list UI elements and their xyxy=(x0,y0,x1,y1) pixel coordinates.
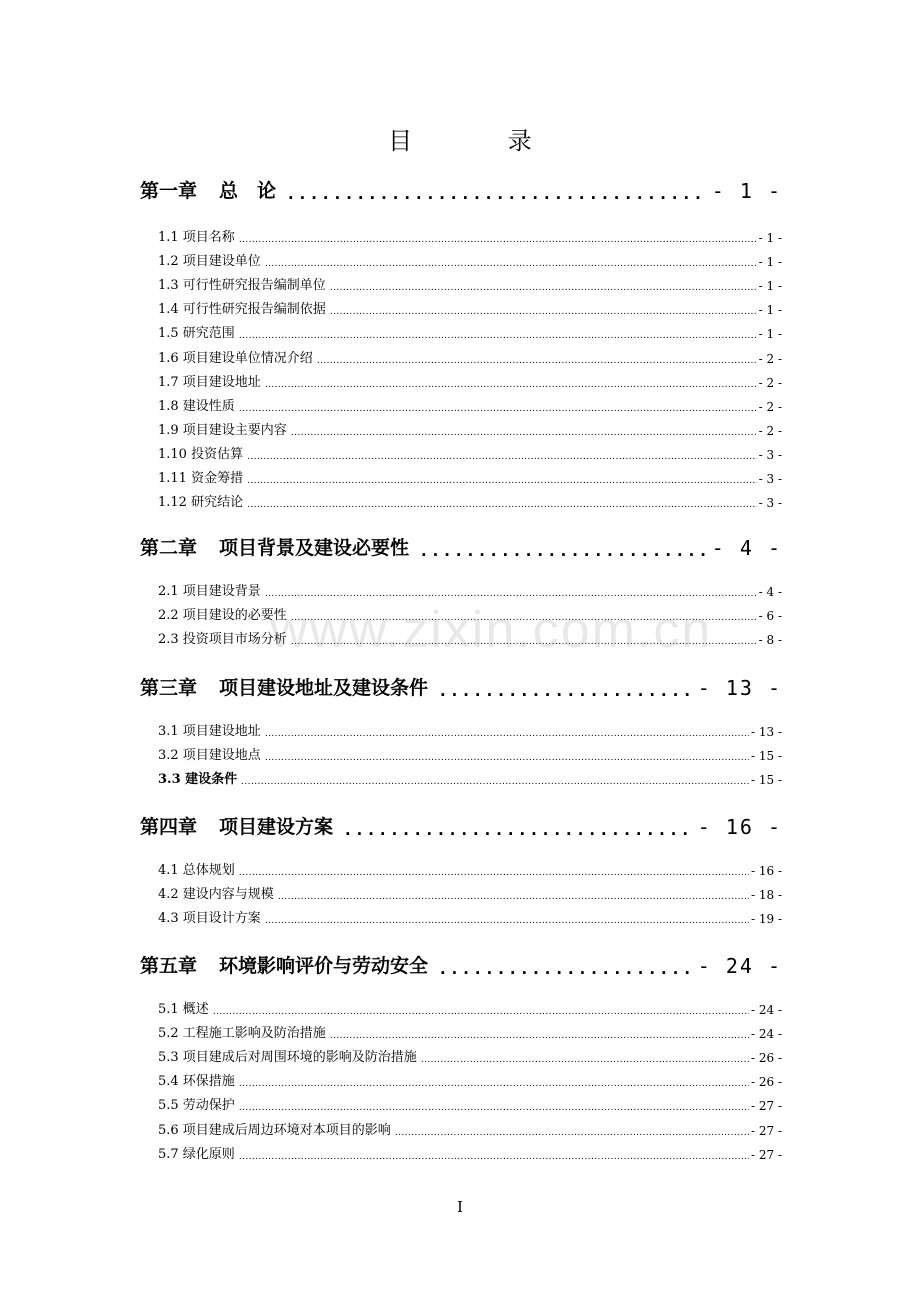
toc-entry[interactable] xyxy=(158,1000,782,1020)
chapter-title: 项目建设地址及建设条件 xyxy=(219,677,429,699)
entry-title: 1.1 项目名称 xyxy=(158,230,235,245)
toc-entry[interactable] xyxy=(158,746,782,766)
toc-entry[interactable] xyxy=(158,1121,782,1141)
entry-page-number: - 6 - xyxy=(758,609,782,624)
entry-title: 1.11 资金筹措 xyxy=(158,471,244,486)
entry-title: 1.2 项目建设单位 xyxy=(158,254,261,270)
entry-page-number: - 16 - xyxy=(750,864,782,878)
dot-leader xyxy=(265,914,749,929)
toc-entry[interactable] xyxy=(158,909,782,929)
entry-page-number: - 2 - xyxy=(758,375,782,390)
entry-title: 1.4 可行性研究报告编制依据 xyxy=(158,302,326,318)
toc-entry[interactable] xyxy=(158,1024,782,1044)
entry-title: 5.2 工程施工影响及防治措施 xyxy=(158,1026,326,1042)
toc-entry[interactable] xyxy=(158,582,782,602)
dot-leader xyxy=(343,818,694,842)
entry-page-number: - 3 - xyxy=(758,447,782,462)
entry-page-number: - 27 - xyxy=(750,1099,782,1114)
toc-entry[interactable] xyxy=(158,276,782,296)
dot-leader xyxy=(239,1101,749,1116)
entry-page-number: - 8 - xyxy=(758,633,782,648)
dot-leader xyxy=(421,1053,749,1068)
entry-title: 5.1 概述 xyxy=(158,1002,209,1017)
entry-page-number: - 26 - xyxy=(750,1075,782,1090)
entry-page-number: - 2 - xyxy=(758,351,782,366)
entry-page-number: - 1 - xyxy=(758,327,782,342)
entry-title: 1.9 项目建设主要内容 xyxy=(158,422,287,438)
entry-title: 1.6 项目建设单位情况介绍 xyxy=(158,350,313,366)
entry-page-number: - 24 - xyxy=(750,1027,782,1042)
toc-chapter-3[interactable] xyxy=(140,673,782,703)
chapter-title: 总 论 xyxy=(219,180,277,202)
entry-page-number: - 18 - xyxy=(750,888,782,903)
page-title: 目 录 xyxy=(388,127,576,155)
toc-entry[interactable] xyxy=(158,324,782,344)
entry-title: 4.3 项目设计方案 xyxy=(158,911,261,927)
chapter-title: 项目背景及建设必要性 xyxy=(219,537,410,559)
chapter-number: 第五章 xyxy=(140,955,198,977)
toc-entry[interactable] xyxy=(158,1145,782,1165)
dot-leader xyxy=(265,257,757,272)
toc-entry[interactable] xyxy=(158,300,782,320)
entry-title: 5.4 环保措施 xyxy=(158,1074,235,1090)
entry-title: 5.6 项目建成后周边环境对本项目的影响 xyxy=(158,1122,391,1138)
entry-title: 2.3 投资项目市场分析 xyxy=(158,632,287,648)
dot-leader xyxy=(239,402,757,417)
chapter-page-number: - 4 - xyxy=(711,536,782,560)
toc-entry[interactable] xyxy=(158,349,782,369)
entry-page-number: - 24 - xyxy=(750,1003,782,1017)
dot-leader xyxy=(239,866,749,881)
entry-page-number: - 2 - xyxy=(758,423,782,438)
dot-leader xyxy=(265,751,749,766)
entry-title: 5.7 绿化原则 xyxy=(158,1146,235,1162)
entry-title: 1.5 研究范围 xyxy=(158,326,235,342)
toc-entry[interactable] xyxy=(158,252,782,272)
chapter-title: 项目建设方案 xyxy=(219,816,334,838)
dot-leader xyxy=(239,329,757,344)
entry-page-number: - 1 - xyxy=(758,255,782,270)
dot-leader xyxy=(239,1150,749,1165)
chapter-page-number: - 16 - xyxy=(697,815,782,839)
dot-leader xyxy=(317,354,757,369)
entry-title: 4.1 总体规划 xyxy=(158,863,235,878)
chapter-page-number: - 24 - xyxy=(697,954,782,978)
entry-title: 1.8 建设性质 xyxy=(158,398,235,414)
dot-leader xyxy=(291,426,757,441)
watermark: www.zixin.com.cn xyxy=(270,601,713,659)
entry-title: 1.10 投资估算 xyxy=(158,446,244,462)
dot-leader xyxy=(213,1005,749,1020)
dot-leader xyxy=(330,1029,749,1044)
dot-leader xyxy=(278,890,749,905)
entry-title: 2.2 项目建设的必要性 xyxy=(158,608,287,624)
toc-entry[interactable] xyxy=(158,421,782,441)
toc-entry[interactable] xyxy=(158,1072,782,1092)
entry-page-number: - 1 - xyxy=(758,279,782,294)
dot-leader xyxy=(330,305,757,320)
toc-entry[interactable] xyxy=(158,397,782,417)
toc-entry[interactable] xyxy=(158,770,782,790)
entry-page-number: - 26 - xyxy=(750,1051,782,1066)
entry-page-number: - 2 - xyxy=(758,399,782,414)
chapter-title: 环境影响评价与劳动安全 xyxy=(219,955,429,977)
dot-leader xyxy=(286,182,708,206)
toc-entry[interactable] xyxy=(158,373,782,393)
chapter-number: 第四章 xyxy=(140,816,198,838)
entry-page-number: - 1 - xyxy=(758,231,782,245)
dot-leader xyxy=(247,474,757,489)
entry-title: 3.1 项目建设地址 xyxy=(158,724,261,739)
toc-entry[interactable] xyxy=(158,1096,782,1116)
entry-title: 5.3 项目建成后对周围环境的影响及防治措施 xyxy=(158,1050,417,1066)
entry-page-number: - 3 - xyxy=(758,472,782,486)
entry-title: 2.1 项目建设背景 xyxy=(158,584,261,599)
toc-entry[interactable] xyxy=(158,722,782,742)
toc-entry[interactable] xyxy=(158,445,782,465)
entry-page-number: - 15 - xyxy=(750,773,782,788)
dot-leader xyxy=(265,727,749,742)
dot-leader xyxy=(330,281,757,296)
entry-title: 4.2 建设内容与规模 xyxy=(158,887,274,903)
toc-chapter-1[interactable] xyxy=(140,176,782,206)
toc-entry[interactable] xyxy=(158,861,782,881)
entry-page-number: - 4 - xyxy=(758,585,782,599)
chapter-number: 第二章 xyxy=(140,537,198,559)
entry-title: 1.7 项目建设地址 xyxy=(158,374,261,390)
chapter-number: 第三章 xyxy=(140,677,198,699)
dot-leader xyxy=(239,233,757,248)
entry-title: 1.12 研究结论 xyxy=(158,495,244,511)
chapter-number: 第一章 xyxy=(140,180,198,202)
chapter-page-number: - 1 - xyxy=(711,179,782,203)
toc-chapter-4[interactable] xyxy=(140,812,782,842)
entry-page-number: - 13 - xyxy=(750,725,782,739)
dot-leader xyxy=(395,1126,749,1141)
entry-page-number: - 1 - xyxy=(758,303,782,318)
dot-leader xyxy=(265,378,757,393)
entry-page-number: - 27 - xyxy=(750,1147,782,1162)
entry-page-number: - 3 - xyxy=(758,496,782,511)
dot-leader xyxy=(239,1077,749,1092)
toc-entry[interactable] xyxy=(158,493,782,513)
entry-page-number: - 27 - xyxy=(750,1123,782,1138)
footer-page-number: I xyxy=(457,1198,463,1216)
toc-entry[interactable] xyxy=(158,1048,782,1068)
toc-entry[interactable] xyxy=(158,469,782,489)
toc-entry[interactable] xyxy=(158,885,782,905)
dot-leader xyxy=(438,957,694,981)
entry-page-number: - 19 - xyxy=(750,912,782,927)
entry-title: 1.3 可行性研究报告编制单位 xyxy=(158,278,326,294)
toc-chapter-5[interactable] xyxy=(140,951,782,981)
chapter-page-number: - 13 - xyxy=(697,676,782,700)
entry-title: 5.5 劳动保护 xyxy=(158,1098,235,1114)
dot-leader xyxy=(438,679,694,703)
entry-page-number: - 15 - xyxy=(750,749,782,764)
dot-leader xyxy=(241,775,749,790)
toc-entry[interactable] xyxy=(158,228,782,248)
dot-leader xyxy=(419,539,708,563)
dot-leader xyxy=(247,450,757,465)
toc-chapter-2[interactable] xyxy=(140,533,782,563)
dot-leader xyxy=(247,498,757,513)
entry-title: 3.2 项目建设地点 xyxy=(158,748,261,764)
entry-title: 3.3 建设条件 xyxy=(158,772,238,788)
